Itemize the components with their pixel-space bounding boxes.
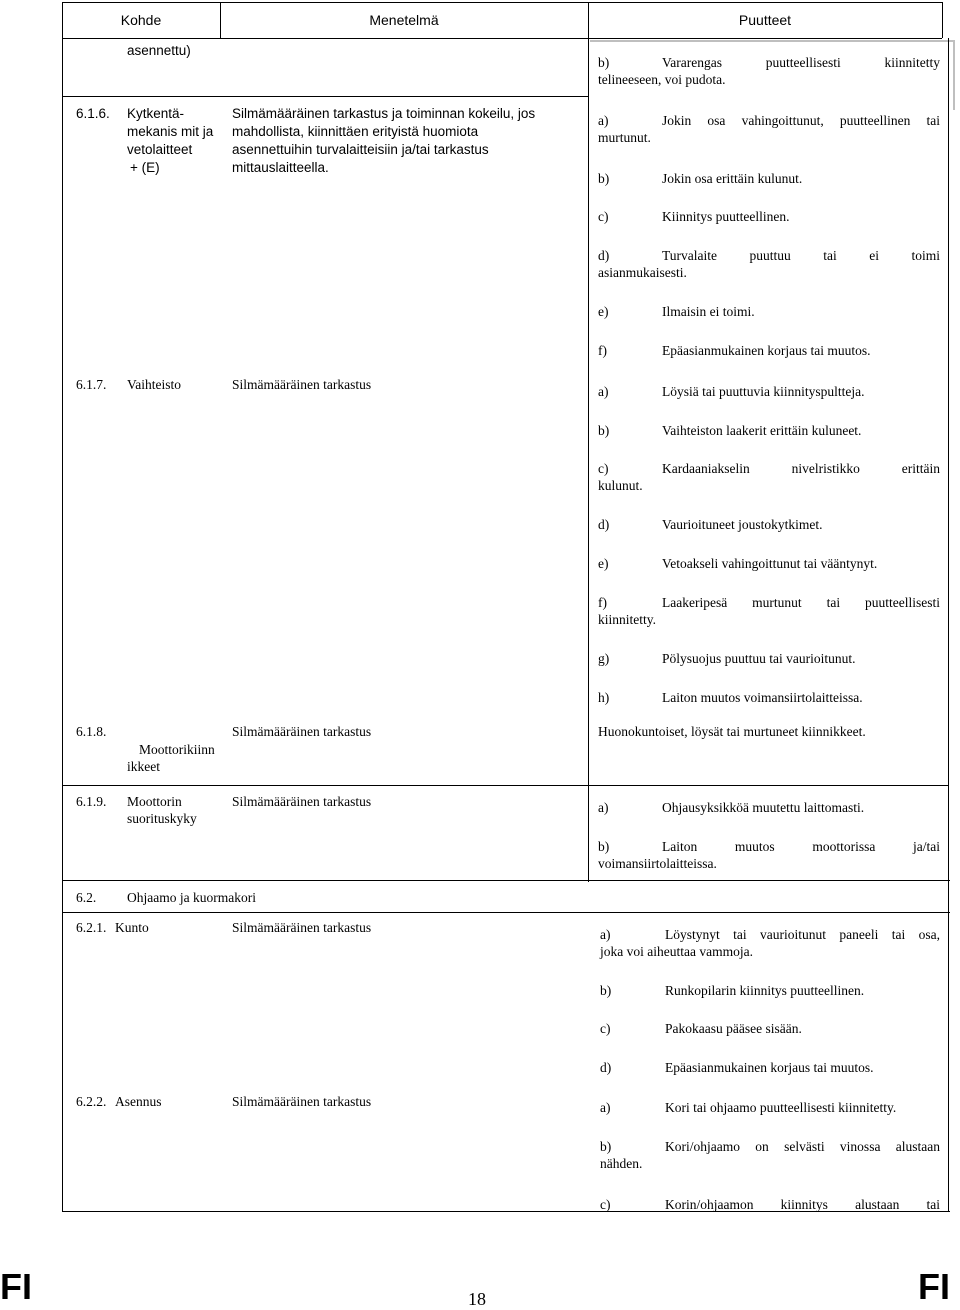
defect-text: Pakokaasu pääsee sisään. [665, 1021, 802, 1036]
defect-letter: b) [598, 171, 610, 186]
defect-text: Kori tai ohjaamo puutteellisesti kiinnitetty. [665, 1100, 897, 1115]
defect-letter: c) [598, 209, 609, 224]
defect-letter: c) [600, 1021, 611, 1036]
table-top-border [62, 2, 942, 3]
defect-text-cont: murtunut. [598, 130, 651, 145]
section-number: 6.2.2. [76, 1094, 107, 1109]
defect-letter: e) [598, 304, 609, 319]
item-line: Kytkentä- [127, 106, 185, 121]
defect-text: Vaurioituneet joustokytkimet. [662, 517, 823, 532]
defect-text: Kiinnitys puutteellinen. [662, 209, 790, 224]
footer-language-right: FI [918, 1266, 950, 1307]
defect-letter: b) [598, 55, 610, 70]
table-right-border [948, 38, 949, 1212]
method-text: Silmämääräinen tarkastus [232, 377, 372, 392]
defect-letter: f) [598, 343, 607, 358]
defect-letter: c) [600, 1197, 611, 1212]
row-divider-6-2-bottom [62, 912, 950, 913]
defect-letter: b) [600, 1139, 612, 1154]
item-line: vetolaitteet [127, 142, 193, 157]
item-line: Moottorikiinn [139, 742, 215, 757]
defect-text-cont: kulunut. [598, 478, 643, 493]
defect-letter: b) [600, 983, 612, 998]
defect-letter: a) [598, 800, 609, 815]
col3-divider [588, 2, 589, 882]
section-number: 6.1.9. [76, 794, 107, 809]
defect-text: Löysiä tai puuttuvia kiinnityspultteja. [662, 384, 865, 399]
defect-letter: a) [598, 384, 609, 399]
defect-text: Laiton muutos voimansiirtolaitteissa. [662, 690, 863, 705]
row-divider-6-1-6 [62, 96, 588, 97]
defect-text: Korin/ohjaamon kiinnitys alustaan tai [665, 1197, 940, 1212]
method-text: Silmämääräinen tarkastus [232, 920, 372, 935]
defect-letter: a) [598, 113, 609, 128]
item-line: mekanis mit ja [127, 124, 214, 139]
section-number: 6.1.6. [76, 106, 110, 121]
item-line: + (E) [130, 160, 160, 175]
defect-letter: b) [598, 423, 610, 438]
header-menetelma: Menetelmä [369, 12, 439, 28]
item-name: Vaihteisto [127, 377, 181, 392]
section-number: 6.2. [76, 890, 97, 905]
defect-letter: g) [598, 651, 610, 666]
method-line: Silmämääräinen tarkastus ja toiminnan kokeilu, jos [232, 106, 536, 121]
defect-letter: f) [598, 595, 607, 610]
defect-text: Ohjausyksikköä muutettu laittomasti. [662, 800, 865, 815]
method-line: asennettuihin turvalaitteisiin ja/tai tarkastus [232, 142, 489, 157]
defect-letter: a) [600, 927, 611, 942]
defect-text: Runkopilarin kiinnitys puutteellinen. [665, 983, 865, 998]
defect-text: Ilmaisin ei toimi. [662, 304, 755, 319]
row-divider-6-2-top [62, 880, 950, 881]
section-number: 6.1.8. [76, 724, 107, 739]
footer-language-left: FI [0, 1266, 32, 1307]
table-left-border [62, 2, 63, 1212]
header-shadow-right [953, 40, 955, 110]
row-divider-6-1-8 [62, 785, 948, 786]
method-line: mittauslaitteella. [232, 160, 329, 175]
defect-letter: h) [598, 690, 610, 705]
defect-text-cont: joka voi aiheuttaa vammoja. [600, 944, 753, 959]
defect-text: Epäasianmukainen korjaus tai muutos. [662, 343, 871, 358]
defect-text-cont: telineeseen, voi pudota. [598, 72, 726, 87]
item-name: Kunto [115, 920, 149, 935]
method-line: mahdollista, kiinnittäen erityistä huomiota [232, 124, 479, 139]
table-right-border-upper [942, 2, 943, 38]
defect-letter: d) [600, 1060, 612, 1075]
defect-text: Jokin osa erittäin kulunut. [662, 171, 803, 186]
section-number: 6.2.1. [76, 920, 107, 935]
defect-text: Jokin osa vahingoittunut, puutteellinen tai [662, 113, 940, 128]
defect-text: Turvalaite puuttuu tai ei toimi [662, 248, 940, 263]
method-text: Silmämääräinen tarkastus [232, 794, 372, 809]
defect-letter: a) [600, 1100, 611, 1115]
defect-text-cont: asianmukaisesti. [598, 265, 687, 280]
header-bottom-border [62, 38, 942, 39]
item-name: Asennus [115, 1094, 162, 1109]
item-line: Moottorin [127, 794, 182, 809]
item-line: ikkeet [127, 759, 160, 774]
header-kohde: Kohde [120, 12, 162, 28]
method-text: Silmämääräinen tarkastus [232, 1094, 372, 1109]
section-6-2-right-edge [948, 880, 949, 912]
defect-letter: c) [598, 461, 609, 476]
defect-text: Pölysuojus puuttuu tai vaurioitunut. [662, 651, 856, 666]
defect-letter: d) [598, 517, 610, 532]
defect-text-cont: voimansiirtolaitteissa. [598, 856, 717, 871]
defect-text: Huonokuntoiset, löysät tai murtuneet kiinnikkeet. [598, 724, 866, 739]
defect-letter: b) [598, 839, 610, 854]
method-text: Silmämääräinen tarkastus [232, 724, 372, 739]
defect-text: Kori/ohjaamo on selvästi vinossa alustaan [665, 1139, 940, 1154]
defect-text-cont: kiinnitetty. [598, 612, 656, 627]
header-shadow-line [590, 40, 955, 42]
section-number: 6.1.7. [76, 377, 107, 392]
defect-text: Vararengas puutteellisesti kiinnitetty [662, 55, 940, 70]
defect-letter: d) [598, 248, 610, 263]
section-title: Ohjaamo ja kuormakori [127, 890, 256, 905]
defect-letter: e) [598, 556, 609, 571]
defect-text: Laiton muutos moottorissa ja/tai [662, 839, 940, 854]
header-puutteet: Puutteet [738, 12, 792, 28]
defect-text-cont: nähden. [600, 1156, 643, 1171]
defect-text: Laakeripesä murtunut tai puutteellisesti [662, 595, 940, 610]
defect-text: Epäasianmukainen korjaus tai muutos. [665, 1060, 874, 1075]
item-continuation: asennettu) [127, 43, 191, 58]
item-line: suorituskyky [127, 811, 197, 826]
defect-text: Löystynyt tai vaurioitunut paneeli tai osa, [665, 927, 940, 942]
defect-text: Vetoakseli vahingoittunut tai vääntynyt. [662, 556, 878, 571]
page-number: 18 [468, 1289, 486, 1309]
defect-text: Kardaaniakselin nivelristikko erittäin [662, 461, 940, 476]
defect-text: Vaihteiston laakerit erittäin kuluneet. [662, 423, 862, 438]
